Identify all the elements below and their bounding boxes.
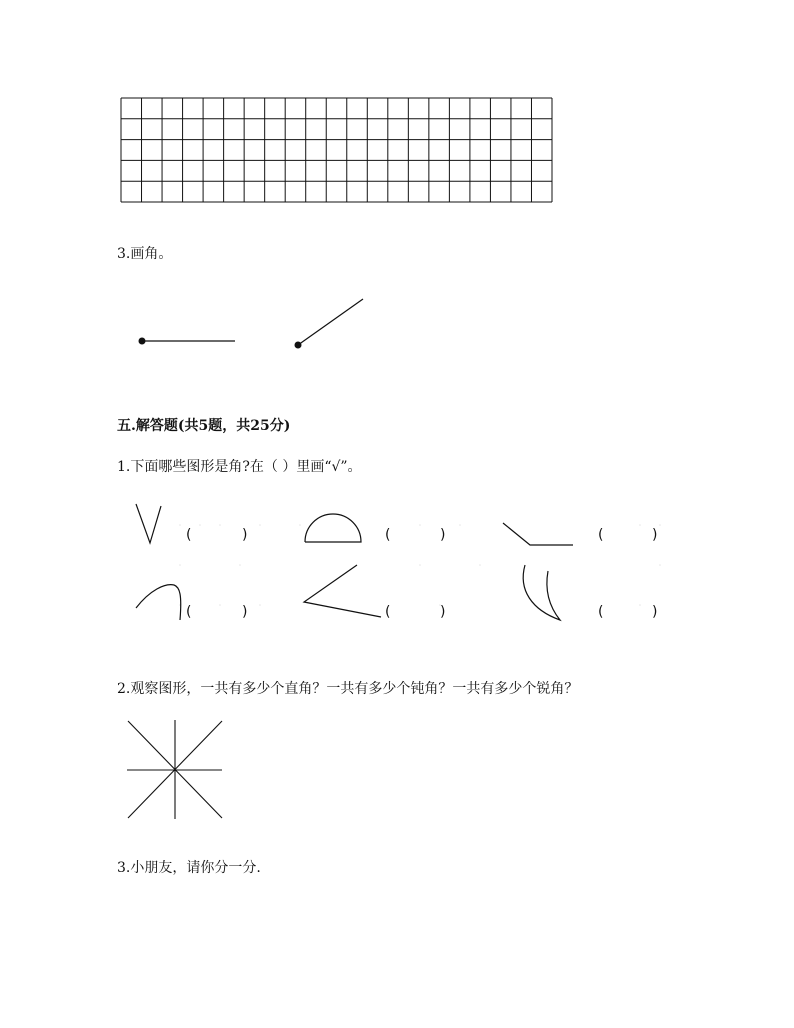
answer-paren-close-3: ) bbox=[652, 527, 658, 543]
slanted-ray bbox=[295, 299, 364, 349]
question-3-text: 3.小朋友，请你分一分. bbox=[117, 860, 261, 876]
figure-curved-hook bbox=[136, 585, 181, 620]
answer-paren-open-1: ( bbox=[186, 527, 192, 543]
answer-paren-close-6: ) bbox=[652, 604, 658, 620]
answer-paren-open-4: ( bbox=[186, 604, 192, 620]
answer-paren-close-2: ) bbox=[440, 527, 446, 543]
answer-paren-open-6: ( bbox=[598, 604, 604, 620]
answer-paren-close-4: ) bbox=[242, 604, 248, 620]
answer-paren-close-1: ) bbox=[242, 527, 248, 543]
writing-grid bbox=[120, 97, 553, 203]
horizontal-ray bbox=[139, 338, 236, 345]
answer-paren-close-5: ) bbox=[440, 604, 446, 620]
ray-figures bbox=[130, 290, 380, 360]
figure-acute-angle bbox=[304, 565, 381, 617]
figure-semicircle bbox=[305, 514, 361, 542]
angle-figures bbox=[120, 495, 680, 635]
question-draw-angle: 3.画角。 bbox=[117, 246, 173, 262]
question-1-text: 1.下面哪些图形是角?在（ ）里画“√”。 bbox=[117, 459, 362, 475]
answer-paren-open-2: ( bbox=[385, 527, 391, 543]
question-2-text: 2.观察图形，一共有多少个直角？一共有多少个钝角？一共有多少个锐角？ bbox=[117, 681, 579, 697]
answer-paren-open-5: ( bbox=[385, 604, 391, 620]
figure-crescent bbox=[523, 565, 560, 620]
answer-paren-open-3: ( bbox=[598, 527, 604, 543]
section-heading: 五.解答题(共5题，共25分) bbox=[117, 418, 291, 434]
figure-v-angle bbox=[136, 504, 161, 543]
intersecting-lines-figure bbox=[125, 718, 225, 821]
faint-dots bbox=[179, 524, 661, 606]
figure-obtuse-angle bbox=[503, 523, 573, 545]
